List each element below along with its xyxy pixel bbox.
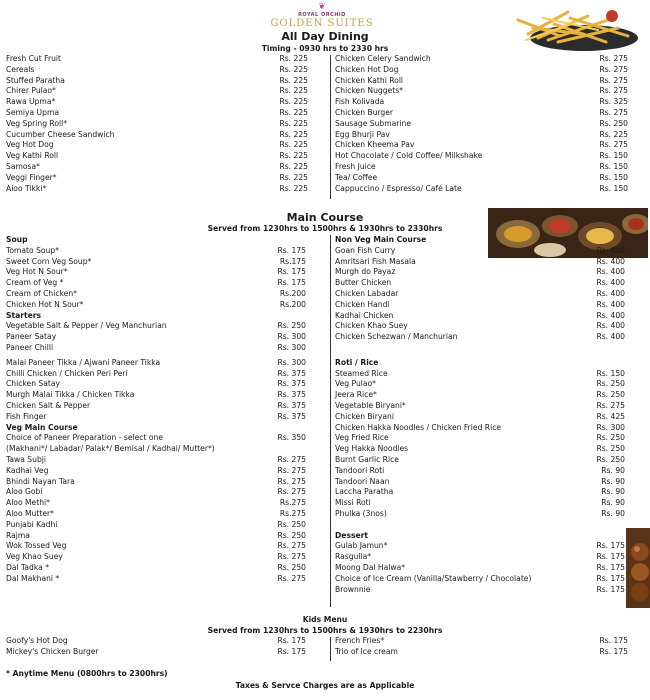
item-price: Rs. 275	[277, 476, 306, 486]
menu-item	[335, 332, 625, 343]
item-price: Rs. 300	[277, 342, 306, 352]
menu-item	[335, 574, 625, 585]
item-name: Brownnie	[335, 584, 371, 594]
menu-item	[6, 108, 308, 119]
item-price: Rs. 150	[599, 183, 628, 193]
item-price: Rs. 175	[277, 267, 306, 277]
menu-item	[6, 369, 306, 380]
item-price: Rs. 275	[277, 552, 306, 562]
item-price: Rs. 400	[596, 299, 625, 309]
item-name: Starters	[6, 310, 42, 320]
menu-item	[6, 636, 306, 647]
item-price: Rs.200	[279, 288, 306, 298]
menu-item	[6, 574, 306, 585]
item-name: Veg Khao Suey	[6, 552, 63, 562]
item-price: Rs. 375	[277, 400, 306, 410]
item-price: Rs. 375	[277, 411, 306, 421]
item-name: Veg Pulao*	[335, 379, 376, 389]
item-name: Bhindi Nayan Tara	[6, 476, 75, 486]
item-name: Aloo Mutter*	[6, 508, 54, 518]
main-course-title: Main Course	[286, 211, 364, 224]
menu-item	[6, 162, 308, 173]
item-price: Rs. 275	[277, 454, 306, 464]
menu-item	[335, 477, 625, 488]
item-name: Chicken Labadar	[335, 288, 399, 298]
menu-item	[6, 509, 306, 520]
item-price: Rs. 275	[599, 54, 628, 63]
dessert-image	[626, 528, 650, 608]
item-name: Stuffed Paratha	[6, 75, 65, 85]
main-course-timing: Served from 1230hrs to 1500hrs & 1930hrs to 2330hrs	[207, 224, 443, 233]
item-name: Cucumber Cheese Sandwich	[6, 129, 115, 139]
item-price: Rs. 250	[596, 444, 625, 454]
menu-item	[6, 477, 306, 488]
column-divider	[330, 637, 331, 661]
item-name: Butter Chicken	[335, 278, 392, 288]
menu-item	[335, 412, 625, 423]
menu-item	[6, 151, 308, 162]
menu-item	[6, 433, 306, 444]
menu-item	[6, 401, 306, 412]
item-name: Choice of Paneer Preparation - select one	[6, 433, 163, 443]
menu-item	[335, 498, 625, 509]
item-name: Paneer Satay	[6, 332, 57, 342]
item-price: Rs. 225	[279, 140, 308, 150]
menu-item	[335, 343, 625, 354]
menu-item	[6, 541, 306, 552]
menu-item	[335, 140, 628, 151]
column-divider	[330, 55, 331, 199]
menu-item	[6, 257, 306, 268]
item-name: Veg Hot N Sour*	[6, 267, 68, 277]
item-name: Cream of Chicken*	[6, 288, 77, 298]
menu-item	[335, 390, 625, 401]
item-name: Dal Tadka *	[6, 562, 50, 572]
menu-item	[335, 108, 628, 119]
item-price: Rs. 150	[596, 368, 625, 378]
item-price: Rs. 275	[277, 487, 306, 497]
item-name: Goan Fish Curry	[335, 245, 396, 255]
menu-item	[6, 86, 308, 97]
item-price: Rs. 400	[596, 245, 625, 255]
menu-item	[335, 97, 628, 108]
menu-item	[335, 401, 625, 412]
item-price: Rs. 225	[279, 129, 308, 139]
item-price: Rs. 275	[277, 465, 306, 475]
menu-item	[6, 130, 308, 141]
item-price: Rs. 300	[277, 332, 306, 342]
item-name: Laccha Paratha	[335, 487, 394, 497]
item-price: Rs. 250	[277, 321, 306, 331]
item-price: Rs. 175	[596, 573, 625, 583]
menu-item	[6, 466, 306, 477]
item-price: Rs. 150	[599, 172, 628, 182]
menu-item	[6, 332, 306, 343]
menu-item	[335, 289, 625, 300]
item-name: Chicken Burger	[335, 107, 394, 117]
menu-item	[335, 585, 625, 596]
menu-item	[6, 184, 308, 195]
item-price: Rs. 225	[279, 86, 308, 96]
item-name: Kadhai Chicken	[335, 310, 394, 320]
item-price: Rs. 275	[596, 400, 625, 410]
menu-item	[335, 509, 625, 520]
item-name: Gulab Jamun*	[335, 541, 388, 551]
item-price: Rs. 90	[601, 465, 625, 475]
item-name: Sausage Submarine	[335, 118, 412, 128]
menu-item	[6, 358, 306, 369]
item-name: Roti / Rice	[335, 357, 379, 367]
item-price: Rs. 175	[596, 584, 625, 594]
item-price: Rs. 275	[277, 541, 306, 551]
item-name: Trio of Ice cream	[335, 646, 398, 656]
item-name: Chicken Kheema Pav	[335, 140, 415, 150]
all-day-left-column	[6, 54, 308, 194]
item-name: Phulka (3nos)	[335, 508, 387, 518]
menu-item	[335, 54, 628, 65]
item-price: Rs. 225	[279, 97, 308, 107]
menu-item	[6, 498, 306, 509]
column-divider	[330, 235, 331, 607]
item-name: Tawa Subji	[6, 454, 46, 464]
menu-item	[6, 563, 306, 574]
item-name: Kadhai Veg	[6, 465, 49, 475]
item-price: Rs. 250	[277, 562, 306, 572]
section-heading	[335, 235, 625, 246]
item-name: Fresh Cut Fruit	[6, 54, 61, 63]
menu-item	[6, 65, 308, 76]
menu-item	[6, 300, 306, 311]
item-name: Semiya Upma	[6, 107, 59, 117]
menu-item	[335, 552, 625, 563]
menu-item	[335, 246, 625, 257]
item-name: Cappuccino / Espresso/ Café Late	[335, 183, 462, 193]
orchid-icon: ❦	[318, 2, 326, 12]
menu-item	[335, 466, 625, 477]
item-price: Rs. 175	[596, 552, 625, 562]
kids-menu-title: Kids Menu	[302, 615, 348, 624]
item-name: Samosa*	[6, 161, 40, 171]
item-price: Rs. 150	[599, 161, 628, 171]
item-name: Amritsari Fish Masala	[335, 256, 416, 266]
menu-item	[335, 444, 625, 455]
item-price: Rs. 250	[596, 390, 625, 400]
item-name: Paneer Chilli	[6, 342, 54, 352]
item-name: Chicken Nuggets*	[335, 86, 403, 96]
menu-item	[6, 119, 308, 130]
menu-item	[6, 278, 306, 289]
item-name: Tandoori Naan	[335, 476, 390, 486]
item-price: Rs. 90	[601, 476, 625, 486]
item-name: Malai Paneer Tikka / Ajwani Paneer Tikka	[6, 357, 161, 367]
menu-item	[335, 162, 628, 173]
item-price: Rs. 300	[277, 357, 306, 367]
item-price: Rs. 275	[599, 75, 628, 85]
item-price: Rs. 325	[599, 97, 628, 107]
menu-item	[335, 65, 628, 76]
anytime-menu-note: * Anytime Menu (0800hrs to 2300hrs)	[6, 669, 168, 678]
menu-item	[335, 423, 625, 434]
item-name: Aloo Methi*	[6, 498, 50, 508]
item-name: Veg Fried Rice	[335, 433, 389, 443]
menu-item	[335, 267, 625, 278]
menu-item	[6, 97, 308, 108]
item-price: Rs. 175	[277, 646, 306, 656]
item-price: Rs.275	[279, 508, 306, 518]
menu-item	[335, 647, 628, 658]
item-price: Rs. 225	[279, 183, 308, 193]
item-price: Rs. 425	[596, 411, 625, 421]
menu-item	[335, 311, 625, 322]
menu-item	[335, 184, 628, 195]
menu-item	[6, 379, 306, 390]
item-name: Rasgulla*	[335, 552, 372, 562]
menu-item	[6, 647, 306, 658]
kids-menu-left-column	[6, 636, 306, 658]
menu-item	[335, 278, 625, 289]
item-price: Rs.275	[279, 498, 306, 508]
item-price: Rs. 225	[279, 118, 308, 128]
item-price: Rs. 350	[277, 433, 306, 443]
menu-item	[6, 140, 308, 151]
item-price: Rs. 300	[596, 422, 625, 432]
brand-line1: ROYAL ORCHID	[298, 12, 346, 18]
item-name: Chicken Satay	[6, 379, 61, 389]
item-name: Rajma	[6, 530, 30, 540]
item-name: Chicken Hakka Noodles / Chicken Fried Rice	[335, 422, 502, 432]
section-heading	[335, 531, 625, 542]
menu-item	[6, 246, 306, 257]
item-price: Rs. 400	[596, 321, 625, 331]
item-name: Non Veg Main Course	[335, 235, 427, 244]
menu-item	[335, 636, 628, 647]
section-heading	[6, 311, 306, 322]
item-price: Rs. 90	[601, 498, 625, 508]
item-price: Rs. 375	[277, 379, 306, 389]
item-price: Rs. 375	[277, 390, 306, 400]
section-heading	[6, 235, 306, 246]
menu-item	[335, 151, 628, 162]
item-price: Rs. 225	[279, 161, 308, 171]
item-name: Veg Main Course	[6, 422, 78, 432]
item-name: Chicken Kathi Roll	[335, 75, 404, 85]
item-name: Missi Roti	[335, 498, 371, 508]
menu-item	[6, 289, 306, 300]
item-name: Chicken Biryani	[335, 411, 394, 421]
item-price: Rs. 225	[279, 75, 308, 85]
menu-item	[6, 552, 306, 563]
item-name: Tandoori Roti	[335, 465, 385, 475]
menu-item	[6, 343, 306, 354]
item-price: Rs. 400	[596, 256, 625, 266]
item-name: Veg Hot Dog	[6, 140, 54, 150]
item-name: Fresh Juice	[335, 161, 376, 171]
item-price: Rs. 375	[277, 368, 306, 378]
section-heading	[6, 423, 306, 434]
item-price: Rs. 275	[599, 64, 628, 74]
item-price: Rs. 175	[277, 636, 306, 645]
item-name: Aloo Gobi	[6, 487, 43, 497]
menu-item	[6, 267, 306, 278]
menu-item	[335, 541, 625, 552]
item-name: Aloo Tikki*	[6, 183, 47, 193]
item-price: Rs. 400	[596, 332, 625, 342]
item-price: Rs.200	[279, 299, 306, 309]
menu-item	[6, 531, 306, 542]
menu-item	[335, 487, 625, 498]
item-name: Chirer Pulao*	[6, 86, 56, 96]
menu-item	[335, 455, 625, 466]
item-name: Chicken Hot Dog	[335, 64, 399, 74]
item-name: Egg Bhurji Pav	[335, 129, 390, 139]
item-price: Rs. 250	[596, 454, 625, 464]
brand-line2: GOLDEN SUITES	[270, 18, 374, 29]
item-price: Rs. 250	[277, 519, 306, 529]
item-name: Sweet Corn Veg Soup*	[6, 256, 92, 266]
menu-item	[6, 412, 306, 423]
item-name: Jeera Rice*	[335, 390, 377, 400]
item-price: Rs. 225	[279, 64, 308, 74]
item-name: Chicken Khao Suey	[335, 321, 408, 331]
menu-item	[335, 433, 625, 444]
item-name: Choice of Ice Cream (Vanilla/Stawberry / Chocolate)	[335, 573, 532, 583]
item-name: Moong Dal Halwa*	[335, 562, 406, 572]
item-name: Goofy's Hot Dog	[6, 636, 68, 645]
item-name: Veg Spring Roll*	[6, 118, 68, 128]
item-name: (Makhani*/ Labadar/ Palak*/ Bemisal / Kadhai/ Mutter*)	[6, 444, 215, 454]
item-name: Dessert	[335, 530, 369, 540]
menu-item	[335, 257, 625, 268]
item-price: Rs. 400	[596, 278, 625, 288]
item-name: Tea/ Coffee	[335, 172, 378, 182]
item-price: Rs. 400	[596, 288, 625, 298]
menu-item	[6, 321, 306, 332]
item-name: Fish Finger	[6, 411, 47, 421]
menu-item	[335, 369, 625, 380]
menu-item	[335, 130, 628, 141]
item-name: Chicken Schezwan / Manchurian	[335, 332, 458, 342]
item-price: Rs. 250	[596, 433, 625, 443]
item-price: Rs. 90	[601, 508, 625, 518]
item-price: Rs. 400	[596, 267, 625, 277]
all-day-timing: Timing - 0930 hrs to 2330 hrs	[261, 44, 389, 53]
menu-item	[6, 455, 306, 466]
taxes-note: Taxes & Servce Charges are as Applicable	[235, 681, 415, 690]
item-name: Murgh do Payaz	[335, 267, 396, 277]
item-name: Punjabi Kadhi	[6, 519, 58, 529]
item-name: Murgh Malai Tikka / Chicken Tikka	[6, 390, 135, 400]
all-day-title: All Day Dining	[281, 30, 369, 43]
item-price: Rs. 225	[599, 129, 628, 139]
main-course-left-column	[6, 235, 306, 585]
item-price: Rs. 250	[596, 379, 625, 389]
item-price: Rs. 175	[596, 541, 625, 551]
item-name: Chicken Hot N Sour*	[6, 299, 84, 309]
item-price: Rs. 225	[279, 107, 308, 117]
item-price: Rs. 175	[599, 636, 628, 645]
item-name: Vegetable Biryani*	[335, 400, 406, 410]
menu-item	[6, 54, 308, 65]
item-name: Hot Chocolate / Cold Coffee/ Milkshake	[335, 151, 483, 161]
menu-item	[335, 76, 628, 87]
item-price: Rs. 250	[277, 530, 306, 540]
menu-item	[335, 86, 628, 97]
item-name: Dal Makhani *	[6, 573, 60, 583]
menu-item	[6, 390, 306, 401]
item-name: Veggi Finger*	[6, 172, 57, 182]
item-name: Burnt Garlic Rice	[335, 454, 399, 464]
item-price: Rs. 400	[596, 310, 625, 320]
menu-item	[335, 119, 628, 130]
item-name: Cereals	[6, 64, 35, 74]
item-name: Chicken Celery Sandwich	[335, 54, 431, 63]
menu-item	[335, 563, 625, 574]
item-name: Cream of Veg *	[6, 278, 64, 288]
item-name: Rawa Upma*	[6, 97, 56, 107]
item-name: Mickey's Chicken Burger	[6, 646, 99, 656]
item-name: Steamed Rice	[335, 368, 388, 378]
menu-item	[335, 520, 625, 531]
item-price: Rs. 275	[277, 573, 306, 583]
item-price: Rs. 175	[596, 562, 625, 572]
menu-item	[335, 321, 625, 332]
item-price: Rs. 275	[599, 86, 628, 96]
item-price: Rs. 275	[599, 107, 628, 117]
item-price: Rs. 90	[601, 487, 625, 497]
item-price: Rs. 175	[599, 646, 628, 656]
menu-item	[335, 300, 625, 311]
all-day-right-column	[335, 54, 628, 194]
item-price: Rs. 225	[279, 54, 308, 63]
kids-menu-timing: Served from 1230hrs to 1500hrs & 1930hrs to 2230hrs	[207, 626, 443, 635]
item-name: Vegetable Salt & Pepper / Veg Manchurian	[6, 321, 167, 331]
item-name: Fish Kolivada	[335, 97, 385, 107]
item-price: Rs. 175	[277, 245, 306, 255]
menu-item	[6, 76, 308, 87]
item-name: Veg Hakka Noodles	[335, 444, 409, 454]
item-name: Chicken Handi	[335, 299, 390, 309]
item-name: Veg Kathi Roll	[6, 151, 59, 161]
item-price: Rs. 225	[279, 172, 308, 182]
kids-menu-right-column	[335, 636, 628, 658]
menu-item	[6, 487, 306, 498]
item-name: Wok Tossed Veg	[6, 541, 67, 551]
item-name: Tomato Soup*	[6, 245, 59, 255]
menu-item	[335, 173, 628, 184]
menu-item	[6, 444, 306, 455]
menu-item	[6, 173, 308, 184]
brand-logo	[262, 3, 382, 29]
item-name: Chicken Salt & Pepper	[6, 400, 91, 410]
menu-item	[335, 379, 625, 390]
menu-item	[6, 520, 306, 531]
section-heading	[335, 358, 625, 369]
item-price: Rs. 175	[277, 278, 306, 288]
item-price: Rs. 250	[599, 118, 628, 128]
item-price: Rs.175	[279, 256, 306, 266]
item-price: Rs. 225	[279, 151, 308, 161]
item-name: Soup	[6, 235, 28, 244]
main-course-right-column	[335, 235, 625, 595]
item-price: Rs. 150	[599, 151, 628, 161]
item-name: French Fries*	[335, 636, 385, 645]
item-price: Rs. 275	[599, 140, 628, 150]
item-name: Chilli Chicken / Chicken Peri Peri	[6, 368, 128, 378]
